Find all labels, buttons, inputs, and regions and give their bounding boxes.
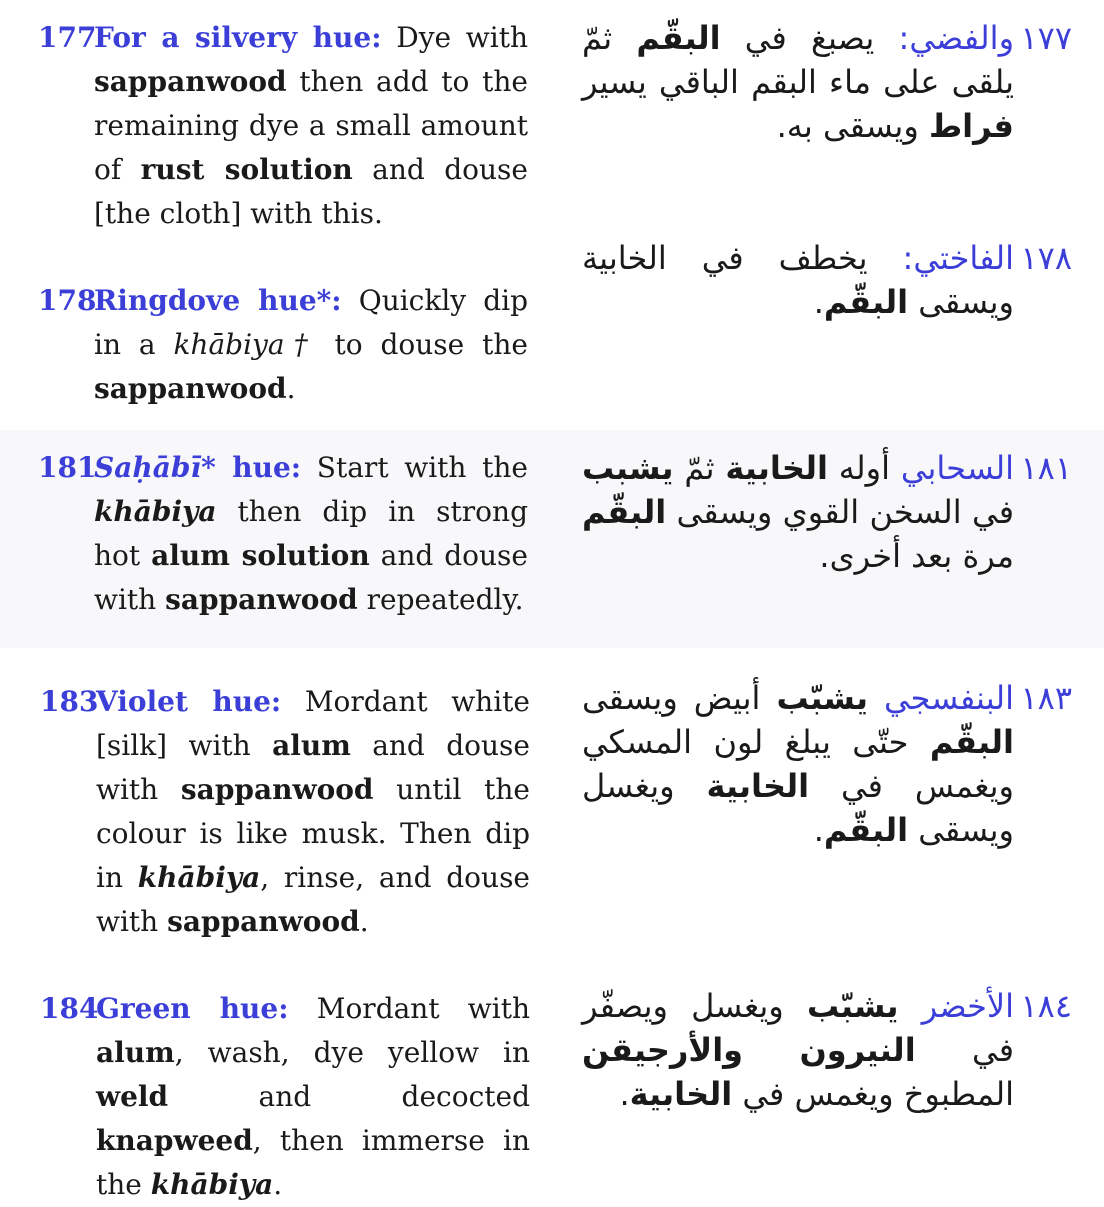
emphasized-term: sappanwood bbox=[165, 583, 358, 616]
emphasized-term: alum bbox=[272, 729, 351, 762]
entry-title-arabic: الأخضر bbox=[921, 987, 1015, 1025]
english-entry-178 bbox=[38, 279, 528, 411]
entry-178 bbox=[0, 239, 1104, 430]
entry-title-arabic: السحابي bbox=[900, 449, 1014, 487]
text-run: Start with the bbox=[301, 451, 528, 484]
entry-183 bbox=[0, 648, 1104, 958]
entry-number: 177 bbox=[38, 21, 97, 54]
emphasized-term: البقّم bbox=[823, 811, 909, 849]
entry-number: 181 bbox=[38, 451, 97, 484]
emphasized-term: khābiya bbox=[150, 1168, 274, 1201]
text-run: ثمّ يلقى على ماء البقم الباقي يسير bbox=[582, 19, 1014, 101]
text-run: . bbox=[619, 1075, 630, 1113]
text-run: . bbox=[286, 372, 296, 405]
entry-body-arabic bbox=[582, 676, 1014, 852]
entry-number: 178 bbox=[38, 284, 97, 317]
emphasized-term: الخابية bbox=[725, 449, 828, 487]
entry-title: Ringdove hue*: bbox=[94, 284, 342, 317]
entry-body-arabic bbox=[582, 16, 1014, 148]
text-run: في السخن القوي ويسقى bbox=[666, 493, 1014, 531]
text-run bbox=[898, 987, 921, 1025]
english-entry-184 bbox=[40, 987, 530, 1207]
emphasized-term: البقّم bbox=[929, 723, 1014, 761]
entry-number: 183 bbox=[40, 685, 99, 718]
text-run: repeatedly. bbox=[357, 583, 524, 616]
text-run: . bbox=[813, 283, 824, 321]
emphasized-term: يشبّب bbox=[776, 679, 868, 717]
text-run: Mordant with bbox=[288, 992, 531, 1025]
english-entry-177 bbox=[38, 16, 528, 236]
arabic-entry-183 bbox=[582, 676, 1072, 852]
entry-number-arabic: ١٨٤ bbox=[1020, 987, 1072, 1025]
entry-title: For a silvery hue: bbox=[94, 21, 382, 54]
emphasized-term: rust solution bbox=[140, 153, 353, 186]
entry-body bbox=[94, 446, 528, 622]
text-run bbox=[868, 679, 884, 717]
text-run: and decocted bbox=[168, 1080, 530, 1113]
entry-title-arabic: الفاختي: bbox=[902, 239, 1014, 277]
english-entry-183 bbox=[40, 680, 530, 944]
entry-body bbox=[94, 279, 528, 411]
text-run: , rinse, and douse with bbox=[96, 861, 531, 938]
emphasized-term: الخابية bbox=[629, 1075, 733, 1113]
text-run: , then immerse in the bbox=[96, 1124, 530, 1201]
emphasized-term: alum bbox=[96, 1036, 175, 1069]
entry-title-italic: Saḥābī* bbox=[94, 451, 216, 484]
entry-text bbox=[96, 685, 530, 938]
entry-body bbox=[94, 16, 528, 236]
text-run: ويسقى به. bbox=[776, 107, 929, 145]
entry-body-arabic bbox=[582, 446, 1014, 578]
text-run: ويغسل ويصفّر في bbox=[582, 987, 1014, 1069]
text-run: يصبغ في bbox=[720, 19, 899, 57]
emphasized-term: weld bbox=[96, 1080, 169, 1113]
text-run: . bbox=[273, 1168, 283, 1201]
text-run: . bbox=[359, 905, 369, 938]
entry-181 bbox=[0, 430, 1104, 648]
text-run: ثمّ bbox=[673, 449, 726, 487]
text-run: and douse with bbox=[96, 729, 530, 806]
emphasized-term: البقّم bbox=[636, 19, 721, 57]
text-run: . bbox=[813, 811, 824, 849]
emphasized-term: sappanwood bbox=[180, 773, 374, 806]
emphasized-term: والأرجيقن bbox=[582, 1031, 744, 1069]
entry-body bbox=[96, 987, 530, 1207]
emphasized-term: الخابية bbox=[706, 767, 810, 805]
emphasized-term: sappanwood bbox=[167, 905, 360, 938]
text-run: المطبوخ ويغمس في bbox=[732, 1075, 1014, 1113]
entry-title: Green hue: bbox=[96, 992, 289, 1025]
english-entry-181 bbox=[38, 446, 528, 622]
entry-177 bbox=[0, 0, 1104, 250]
arabic-entry-177 bbox=[582, 16, 1072, 148]
text-run: and douse [the cloth] with this. bbox=[94, 153, 528, 230]
text-run: أبيض ويسقى bbox=[582, 679, 777, 717]
entry-number-arabic: ١٨١ bbox=[1020, 449, 1072, 487]
text-run: مرة بعد أخرى. bbox=[819, 537, 1014, 575]
emphasized-term: alum solution bbox=[151, 539, 370, 572]
arabic-entry-184 bbox=[582, 984, 1072, 1116]
entry-body-arabic bbox=[582, 984, 1014, 1116]
text-run: Dye with bbox=[381, 21, 528, 54]
entry-title: Violet hue: bbox=[96, 685, 282, 718]
emphasized-term: النيرون bbox=[799, 1031, 916, 1069]
entry-number-arabic: ١٧٧ bbox=[1020, 19, 1072, 57]
text-run: حتّى يبلغ لون المسكي ويغمس في bbox=[582, 723, 1014, 805]
entry-number-arabic: ١٨٣ bbox=[1020, 679, 1072, 717]
text-run: then add to the remaining dye a small amount of bbox=[94, 65, 528, 186]
emphasized-term: sappanwood bbox=[94, 372, 287, 405]
text-run: and douse with bbox=[94, 539, 528, 616]
text-run: يخطف في الخابية ويسقى bbox=[582, 239, 1014, 321]
arabic-entry-181 bbox=[582, 446, 1072, 578]
text-run: Quickly dip in a bbox=[94, 284, 529, 361]
emphasized-term: يشبّب bbox=[806, 987, 899, 1025]
emphasized-term: البقّم bbox=[823, 283, 909, 321]
entry-title-arabic: البنفسجي bbox=[883, 679, 1014, 717]
text-run bbox=[743, 1031, 799, 1069]
text-run: أوله bbox=[827, 449, 901, 487]
entry-body bbox=[96, 680, 530, 944]
emphasized-term: البقّم bbox=[582, 493, 667, 531]
entry-184 bbox=[0, 958, 1104, 1201]
entry-title: hue: bbox=[215, 451, 302, 484]
entry-number: 184 bbox=[40, 992, 99, 1025]
emphasized-term: sappanwood bbox=[94, 65, 287, 98]
text-run: until the colour is like musk. Then dip in bbox=[96, 773, 530, 894]
text-run: ويغسل ويسقى bbox=[582, 767, 1014, 849]
text-run: to douse the bbox=[316, 328, 528, 361]
entry-body-arabic bbox=[582, 236, 1014, 324]
emphasized-term: khābiya bbox=[94, 495, 217, 528]
emphasized-term: khābiya† bbox=[173, 328, 317, 361]
emphasized-term: knapweed bbox=[96, 1124, 253, 1157]
emphasized-term: khābiya bbox=[137, 861, 261, 894]
emphasized-term: يشبب bbox=[582, 449, 674, 487]
entry-number-arabic: ١٧٨ bbox=[1020, 239, 1072, 277]
text-run: , wash, dye yellow in bbox=[174, 1036, 530, 1069]
arabic-entry-178 bbox=[582, 236, 1072, 324]
text-run: Mordant white [silk] with bbox=[96, 685, 530, 762]
text-run: then dip in strong hot bbox=[94, 495, 528, 572]
entry-title-arabic: والفضي: bbox=[898, 19, 1015, 57]
emphasized-term: فراط bbox=[928, 107, 1014, 145]
